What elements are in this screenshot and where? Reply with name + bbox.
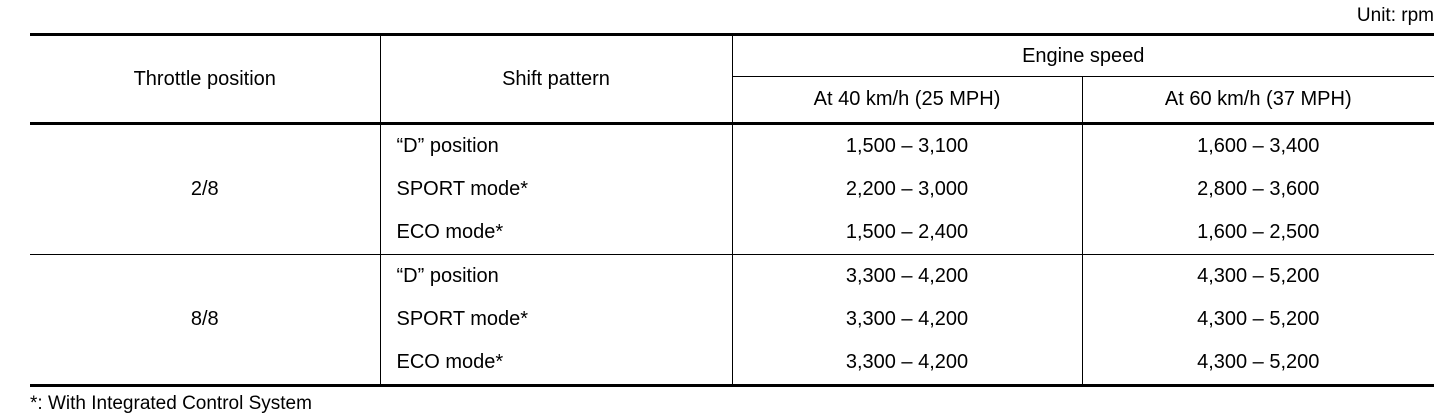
footnote: *: With Integrated Control System xyxy=(30,393,312,414)
speed-60-cell: 4,300 – 5,200 xyxy=(1197,265,1320,287)
speed-40-cell: 3,300 – 4,200 xyxy=(732,255,1082,299)
table-row xyxy=(30,255,1434,299)
speed-60-cell: 4,300 – 5,200 xyxy=(1197,351,1320,373)
shift-pattern-cell: “D” position xyxy=(380,124,732,169)
speed-40-cell: 1,500 – 2,400 xyxy=(732,211,1082,255)
throttle-value: 8/8 xyxy=(30,255,380,386)
shift-pattern-cell: ECO mode* xyxy=(380,211,732,255)
shift-pattern-cell: ECO mode* xyxy=(380,341,732,386)
unit-label: Unit: rpm xyxy=(1356,5,1434,26)
shift-pattern-cell: “D” position xyxy=(380,255,732,299)
speed-40-cell: 3,300 – 4,200 xyxy=(732,298,1082,341)
speed-60-cell: 2,800 – 3,600 xyxy=(1197,178,1320,200)
speed-60-cell: 1,600 – 3,400 xyxy=(1197,135,1320,157)
engine-speed-header: Engine speed xyxy=(732,35,1434,77)
speed-40-header: At 40 km/h (25 MPH) xyxy=(732,77,1082,124)
speed-40-cell: 1,500 – 3,100 xyxy=(732,124,1082,169)
speed-40-cell: 2,200 – 3,000 xyxy=(732,168,1082,211)
table-row xyxy=(30,124,1434,169)
throttle-value: 2/8 xyxy=(30,124,380,255)
speed-60-header: At 60 km/h (37 MPH) xyxy=(1164,88,1352,110)
table-header-row xyxy=(30,35,1434,77)
engine-speed-table xyxy=(30,33,1434,387)
speed-60-cell: 4,300 – 5,200 xyxy=(1197,308,1320,330)
speed-60-cell: 1,600 – 2,500 xyxy=(1197,221,1320,243)
shift-pattern-cell: SPORT mode* xyxy=(380,298,732,341)
shift-pattern-cell: SPORT mode* xyxy=(380,168,732,211)
throttle-position-header: Throttle position xyxy=(30,35,380,124)
speed-40-cell: 3,300 – 4,200 xyxy=(732,341,1082,386)
shift-pattern-header: Shift pattern xyxy=(380,35,732,124)
